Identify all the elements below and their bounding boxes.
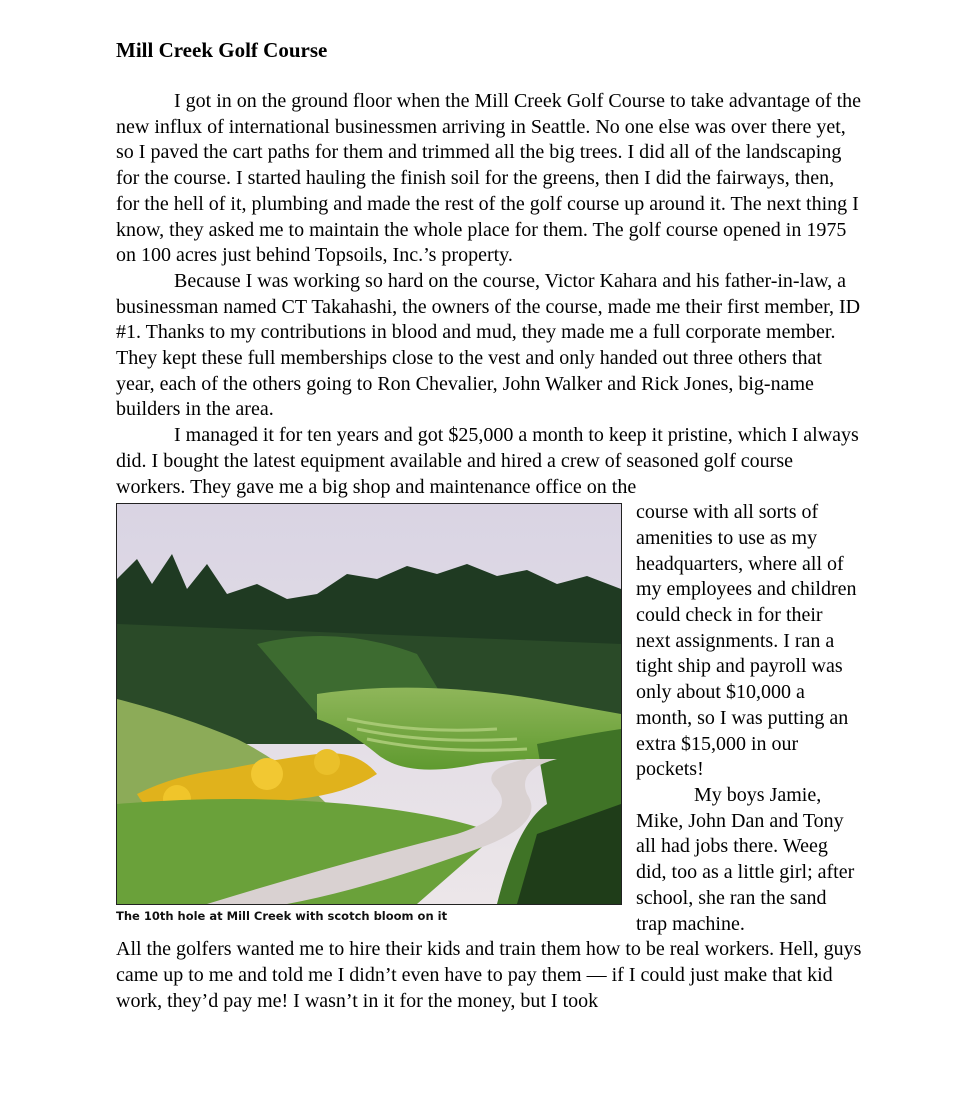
paragraph: course with all sorts of amenities to use as my headquarters, where all of my employees and children could check in for their next assignments. I ran a tight ship and payroll was only about $10,000 a month, so I was putting an extra $15,000 in our pockets! — [636, 501, 857, 781]
paragraph: Because I was working so hard on the course, Victor Kahara and his father-in-law, a businessman named CT Takahashi, the owners of the course, made me their first member, ID #1. Thanks to my contributions in blood and mud, they made me a full corporate member. They kept these full memberships close to the vest and only handed out three others that year, each of the others going to Ron Chevalier, John Walker and Rick Jones, big-name builders in the area. — [116, 269, 861, 421]
photo-caption: The 10th hole at Mill Creek with scotch bloom on it — [116, 909, 448, 924]
paragraph: I managed it for ten years and got $25,000 a month to keep it pristine, which I always did. I bought the latest equipment available and hired a crew of seasoned golf course workers. They gave me a big shop and maintenance office on the — [116, 424, 859, 498]
paragraph: All the golfers wanted me to hire their kids and train them how to be real workers. Hell, guys came up to me and told me I didn’t even have to pay them — if I could just make that kid work, they’d pay me! I wasn’t in it for the money, but I took — [116, 938, 862, 1012]
document-title: Mill Creek Golf Course — [116, 38, 328, 62]
document-page — [116, 30, 862, 1014]
paragraph: My boys Jamie, Mike, John Dan and Tony all had jobs there. Weeg did, too as a little girl; after school, she ran the sand trap machine. — [636, 783, 855, 935]
photo-figure — [116, 503, 620, 924]
paragraph: I got in on the ground floor when the Mill Creek Golf Course to take advantage of the new influx of international businessmen arriving in Seattle. No one else was over there yet, so I paved the cart paths for them and trimmed all the big trees. I did all of the landscaping for the course. I started hauling the finish soil for the greens, then I did the fairways, then, for the hell of it, plumbing and made the rest of the golf course up around it. The next thing I know, they asked me to maintain the whole place for them. The golf course opened in 1975 on 100 acres just behind Topsoils, Inc.’s property. — [116, 90, 862, 267]
golf-course-photo — [116, 503, 622, 905]
